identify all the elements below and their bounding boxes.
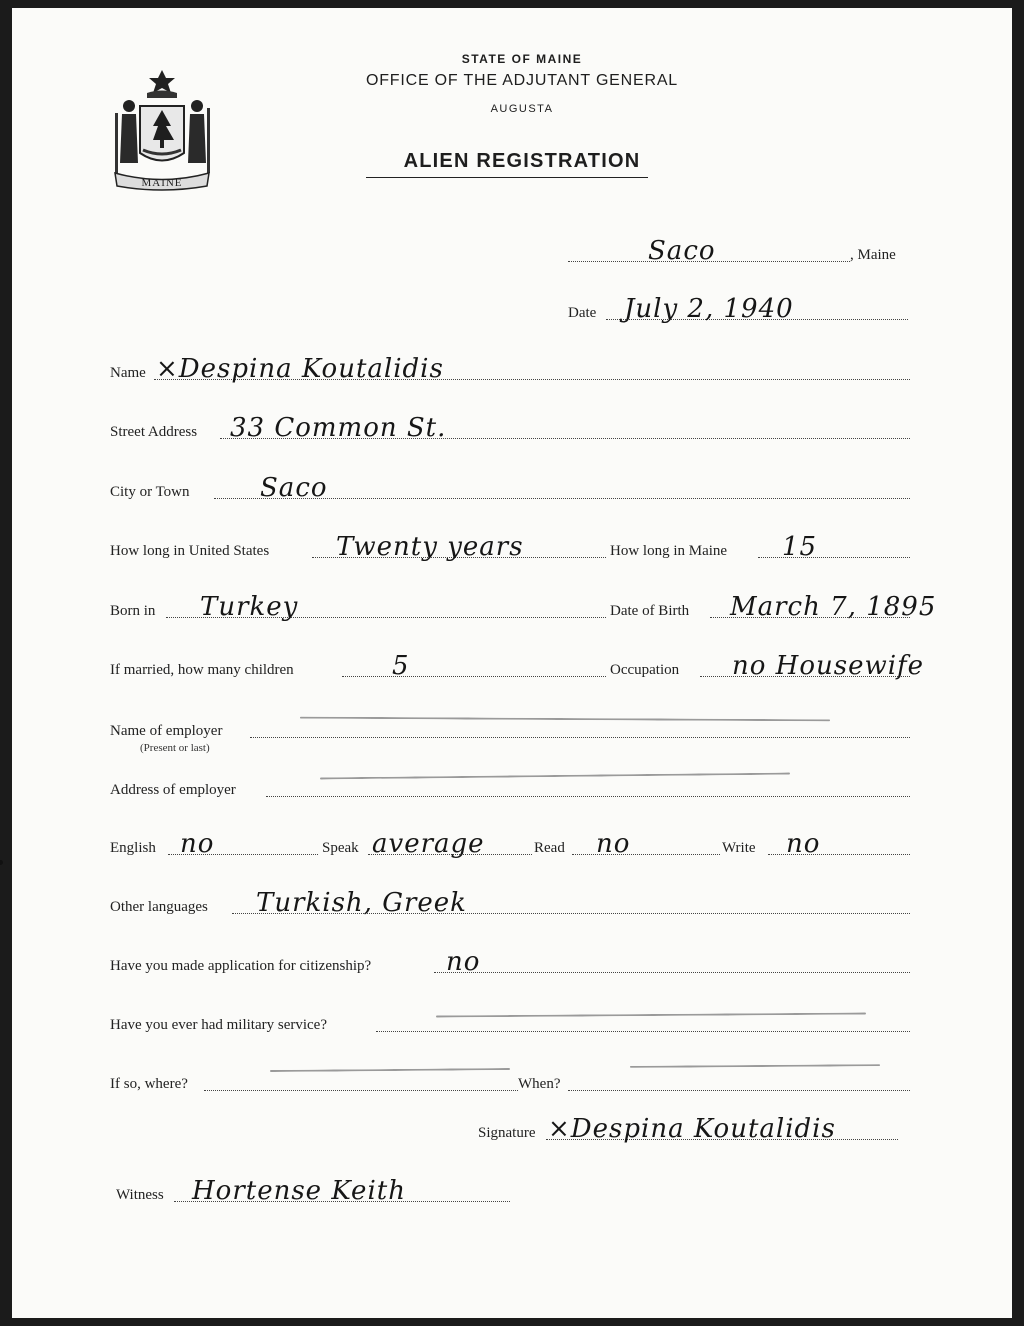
street-label: Street Address bbox=[110, 424, 198, 440]
children-row bbox=[110, 651, 925, 683]
military-blank-stroke bbox=[436, 1012, 866, 1017]
where-when-row bbox=[110, 1073, 910, 1097]
english-value[interactable]: no bbox=[180, 829, 215, 859]
other-languages-label: Other languages bbox=[110, 899, 208, 915]
how-long-us-value[interactable]: Twenty years bbox=[336, 532, 524, 562]
signature-row bbox=[478, 1114, 898, 1146]
other-languages-value[interactable]: Turkish, Greek bbox=[256, 888, 467, 918]
employer-address-label: Address of employer bbox=[110, 782, 236, 798]
military-label: Have you ever had military service? bbox=[110, 1017, 327, 1033]
place-suffix: , Maine bbox=[850, 247, 896, 263]
registration-form-page bbox=[12, 8, 1012, 1318]
signature-label: Signature bbox=[478, 1125, 536, 1141]
speak-label: Speak bbox=[322, 840, 359, 856]
svg-text:MAINE: MAINE bbox=[141, 177, 183, 189]
write-label: Write bbox=[722, 840, 756, 856]
how-long-maine-label: How long in Maine bbox=[610, 543, 728, 559]
date-value[interactable]: July 2, 1940 bbox=[624, 294, 794, 324]
where-label: If so, where? bbox=[110, 1076, 188, 1092]
how-long-maine-value[interactable]: 15 bbox=[782, 532, 818, 562]
name-row bbox=[110, 354, 910, 386]
born-in-label: Born in bbox=[110, 603, 156, 619]
employer-name-sublabel: (Present or last) bbox=[140, 742, 210, 754]
city-value[interactable]: Saco bbox=[260, 473, 328, 503]
name-value[interactable]: ×Despina Koutalidis bbox=[156, 354, 444, 384]
dob-value[interactable]: March 7, 1895 bbox=[730, 592, 937, 622]
date-row bbox=[568, 294, 910, 326]
occupation-label: Occupation bbox=[610, 662, 680, 678]
other-languages-row bbox=[110, 888, 910, 920]
speak-value[interactable]: average bbox=[372, 829, 485, 859]
witness-row bbox=[116, 1176, 516, 1208]
signature-value[interactable]: ×Despina Koutalidis bbox=[548, 1114, 836, 1144]
place-row bbox=[568, 236, 918, 268]
name-label: Name bbox=[110, 365, 146, 381]
street-value[interactable]: 33 Common St. bbox=[230, 413, 447, 443]
where-blank-stroke bbox=[270, 1068, 510, 1072]
how-long-us-label: How long in United States bbox=[110, 543, 270, 559]
write-value[interactable]: no bbox=[786, 829, 821, 859]
born-in-value[interactable]: Turkey bbox=[200, 592, 299, 622]
employer-name-label: Name of employer bbox=[110, 723, 223, 739]
office-heading: OFFICE OF THE ADJUTANT GENERAL bbox=[365, 72, 679, 89]
citizenship-value[interactable]: no bbox=[446, 947, 481, 977]
employer-address-row bbox=[110, 779, 910, 803]
witness-value[interactable]: Hortense Keith bbox=[192, 1176, 406, 1206]
title-underline bbox=[366, 177, 648, 178]
margin-ink-dot bbox=[0, 860, 3, 865]
city-label: City or Town bbox=[110, 484, 190, 500]
employer-name-blank-stroke bbox=[300, 717, 830, 722]
employer-address-blank-stroke bbox=[320, 773, 790, 780]
children-label: If married, how many children bbox=[110, 662, 294, 678]
read-value[interactable]: no bbox=[596, 829, 631, 859]
city-heading: AUGUSTA bbox=[490, 103, 554, 115]
state-heading: STATE OF MAINE bbox=[461, 52, 583, 66]
citizenship-label: Have you made application for citizenship? bbox=[110, 958, 372, 974]
dob-label: Date of Birth bbox=[610, 603, 690, 619]
when-label: When? bbox=[518, 1076, 561, 1092]
english-label: English bbox=[110, 840, 156, 856]
street-row bbox=[110, 413, 910, 445]
occupation-value[interactable]: no Housewife bbox=[732, 651, 925, 681]
english-row bbox=[110, 829, 910, 861]
read-label: Read bbox=[534, 840, 565, 856]
military-row bbox=[110, 1014, 910, 1038]
witness-label: Witness bbox=[116, 1187, 164, 1203]
citizenship-row bbox=[110, 947, 910, 979]
form-title: ALIEN REGISTRATION bbox=[403, 150, 641, 172]
date-label: Date bbox=[568, 305, 597, 321]
place-value[interactable]: Saco bbox=[648, 236, 716, 266]
children-value[interactable]: 5 bbox=[392, 651, 410, 681]
employer-name-row bbox=[110, 720, 910, 744]
city-row bbox=[110, 473, 910, 505]
when-blank-stroke bbox=[630, 1064, 880, 1068]
birth-row bbox=[110, 592, 937, 624]
residency-row bbox=[110, 532, 910, 564]
